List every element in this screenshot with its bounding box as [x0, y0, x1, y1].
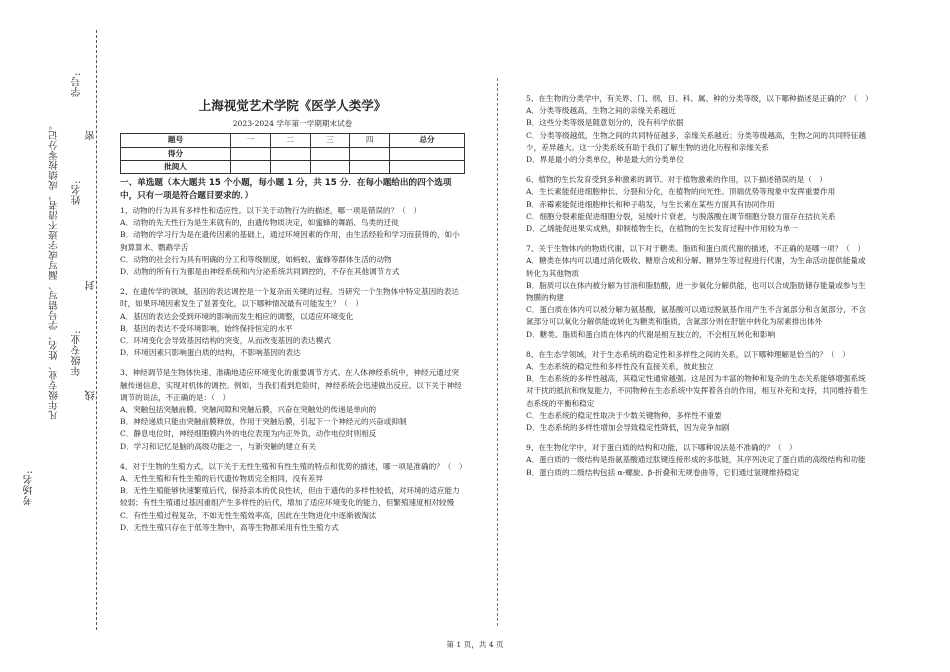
right-column [526, 93, 871, 487]
reviewer-row-label: 批阅人 [121, 160, 231, 173]
score-header-cell: 四 [350, 134, 390, 147]
question-option: A．动物的先天性行为是生来就有的，由遗传物质决定，如蜜蜂的舞蹈、鸟类的迁徙 [120, 218, 399, 228]
question [120, 205, 465, 278]
question-option: D．动物的所有行为都是由神经系统和内分泌系统共同调控的，不存在其他调节方式 [120, 267, 400, 277]
exam-subtitle: 2023-2024 学年第一学期期末试卷 [232, 119, 353, 129]
question [526, 243, 871, 341]
binding-dashed-line [96, 30, 97, 630]
question-option: A．无性生殖和有性生殖的后代遗传物质完全相同，没有差异 [120, 474, 323, 484]
seal-mark-xian: 线 [86, 390, 97, 401]
question-stem: 7、关于生物体内的物质代谢，以下对于糖类、脂质和蛋白质代谢的描述，不正确的是哪一项？（ ） [526, 244, 865, 254]
exam-title: 上海视觉艺术学院《医学人类学》 [198, 98, 387, 113]
question-stem: 1、动物的行为具有多样性和适应性。以下关于动物行为的描述，哪一项是错误的？（ ） [120, 206, 421, 216]
question-option: C．生态系统的稳定性取决于少数关键物种，多样性不重要 [526, 410, 722, 420]
question-option: D．学习和记忆是脑的高级功能之一，与新突触的建立有关 [120, 441, 316, 451]
binding-margin [18, 30, 100, 630]
score-row-label: 得分 [121, 147, 231, 160]
grade-major-label: 年级专业: [72, 330, 83, 376]
left-column [120, 96, 465, 542]
question-option: B．脂质可以在体内被分解为甘油和脂肪酸，进一步氧化分解供能，也可以合成脂肪储存能量或参与生物膜的构建 [526, 280, 866, 303]
question-stem: 2、在遗传学的领域，基因的表达调控是一个复杂而关键的过程。当研究一个生物体中特定基因的表达时，如果环境因素发生了显著变化，以下哪种情况最有可能发生？（ ） [120, 287, 459, 309]
question-option: C．静息电位时，神经细胞膜内外的电位表现为内正外负，动作电位时则相反 [120, 429, 377, 439]
column-divider [497, 78, 498, 626]
question [526, 93, 871, 166]
question-option: B．蛋白质的二级结构包括 α-螺旋、β-折叠和无规卷曲等，它们通过氢键维持稳定 [526, 467, 800, 477]
question-option: D．界是最小的分类单位，种是最大的分类单位 [526, 155, 684, 165]
question-option: A．基因的表达会受到环境的影响而发生相应的调整，以适应环境变化 [120, 311, 354, 321]
question [120, 286, 465, 359]
seal-mark-feng: 封 [86, 280, 97, 291]
question-option: C．有性生殖过程复杂，不如无性生殖效率高，因此在生物进化中逐渐被淘汰 [120, 510, 377, 520]
seal-mark-mi: 密 [86, 130, 97, 141]
question-option: B．生态系统的多样性越高，其稳定性通常越强。这是因为丰富的物种和复杂的生态关系能够增强系统对干扰的抵抗和恢复能力，不同物种在生态系统中发挥着各自的作用，相互补充和支持，共同维持着生态系统的平衡和稳定 [526, 374, 868, 408]
score-header-cell: 题号 [121, 134, 231, 147]
question [526, 349, 871, 434]
question-option: B．神经递质只能由突触前膜释放，作用于突触后膜，引起下一个神经元的兴奋或抑制 [120, 417, 407, 427]
question-option: B．无性生殖能够快速繁殖后代，保持亲本的优良性状，但由于遗传的多样性较低，对环境的适应能力较弱；有性生殖通过基因重组产生多样性的后代，增加了适应环境变化的能力，但繁殖速度相对较慢 [120, 486, 460, 508]
question [120, 461, 465, 534]
page-footer: 第 1 页，共 4 页 [446, 640, 504, 649]
score-header-cell: 总分 [390, 134, 465, 147]
score-header-cell: 三 [310, 134, 350, 147]
question-option: C．分类等级越低，生物之间的共同特征越多，亲缘关系越近；分类等级越高，生物之间的共同特征越少，差异越大。这一分类系统有助于我们了解生物的进化历程和亲缘关系 [526, 130, 866, 152]
score-row [121, 147, 465, 160]
student-id-label: 学号: [72, 72, 83, 97]
question-option: D．环境因素只影响蛋白质的结构，不影响基因的表达 [120, 348, 301, 358]
question-option: A．分类等级越高，生物之间的亲缘关系越近 [526, 106, 676, 116]
score-table-header-row [121, 134, 465, 147]
question-stem: 6、植物的生长发育受到多种激素的调节。对于植物激素的作用，以下描述错误的是（ ） [526, 175, 827, 185]
question-option: D．生态系统的多样性增加会导致稳定性降低，因为竞争加剧 [526, 423, 730, 433]
question [120, 367, 465, 452]
question-stem: 4、对于生物的生殖方式，以下关于无性生殖和有性生殖的特点和优势的描述，哪一项是准确的？（ ） [120, 461, 467, 471]
student-name-label: 姓名: [72, 180, 83, 205]
score-header-cell: 二 [270, 134, 310, 147]
reviewer-row [121, 160, 465, 173]
question-option: B．这些分类等级是随意划分的，没有科学依据 [526, 118, 684, 128]
question-stem: 5、在生物的分类学中，有关界、门、纲、目、科、属、种的分类等级，以下哪种描述是正确的？（ ） [526, 94, 873, 103]
question-option: B．动物的学习行为是在遗传因素的基础上，通过环境因素的作用，由生活经验和学习而获得的，如小狗算算术、鹦鹉学舌 [120, 230, 460, 252]
binding-notice: 凡年级专业、姓名、学号错写、漏写或字迹不清者，成绩按零分记。 [49, 120, 60, 420]
question-option: D．乙烯能促进果实成熟，抑制植物生长，在植物的生长发育过程中作用较为单一 [526, 224, 798, 234]
question-option: C．环境变化会导致基因结构的突变，从而改变基因的表达模式 [120, 336, 331, 346]
question-option: B．基因的表达不受环境影响，始终保持恒定的水平 [120, 323, 293, 333]
question-stem: 9、在生物化学中，对于蛋白质的结构和功能，以下哪种说法是不准确的？（ ） [526, 443, 797, 453]
score-header-cell: 一 [231, 134, 271, 147]
question-option: C．细胞分裂素能促进细胞分裂，延缓叶片衰老，与脱落酸在调节细胞分裂方面存在拮抗关系 [526, 211, 836, 221]
question-option: A．突触包括突触前膜、突触间隙和突触后膜，兴奋在突触处的传递是单向的 [120, 405, 377, 415]
question [526, 174, 871, 235]
question-stem: 8、在生态学领域，对于生态系统的稳定性和多样性之间的关系，以下哪种理解是恰当的？（ ） [526, 349, 850, 359]
question-option: D．无性生殖只存在于低等生物中，高等生物都采用有性生殖方式 [120, 522, 339, 532]
score-table [120, 133, 465, 174]
section-heading: 一、单选题（本大题共 15 个小题，每小题 1 分，共 15 分．在每小题给出的四个选项中，只有一项是符合题目要求的．） [120, 178, 452, 202]
question-option: A．生长素能促进细胞伸长、分裂和分化，在植物的向光性、顶端优势等现象中发挥重要作用 [526, 187, 836, 197]
question-option: A．糖类在体内可以通过消化吸收、糖原合成和分解、糖异生等过程进行代谢，为生命活动提供能量或转化为其他物质 [526, 256, 866, 278]
question-option: C．动物的社会行为具有明确的分工和等级制度，如蚂蚁、蜜蜂等群体生活的动物 [120, 254, 392, 264]
question-option: A．生态系统的稳定性和多样性没有直接关系，彼此独立 [526, 362, 714, 372]
exam-venue-label: 考场名: [24, 470, 35, 506]
question-option: B．赤霉素能促进细胞伸长和种子萌发，与生长素在某些方面具有协同作用 [526, 199, 775, 209]
question-option: C．蛋白质在体内可以被分解为氨基酸，氨基酸可以通过脱氨基作用产生不含氮部分和含氮部分，不含氮部分可以氧化分解供能或转化为糖类和脂质，含氮部分则在肝脏中转化为尿素排出体外 [526, 305, 866, 327]
question [526, 442, 871, 479]
question-option: A．蛋白质的一级结构是指氨基酸通过肽键连接形成的多肽链，其序列决定了蛋白质的高级结构和功能 [526, 455, 866, 465]
question-stem: 3、神经调节是生物体快速、准确地适应环境变化的重要调节方式。在人体神经系统中，神经元通过突触传递信息，实现对机体的调控。例如，当我们看到危险时，神经系统会迅速做出反应。以下关于神经调节的说法，不正确的是：（ ） [120, 368, 462, 402]
question-option: D．糖类、脂质和蛋白质在体内的代谢是相互独立的，不会相互转化和影响 [526, 329, 776, 339]
